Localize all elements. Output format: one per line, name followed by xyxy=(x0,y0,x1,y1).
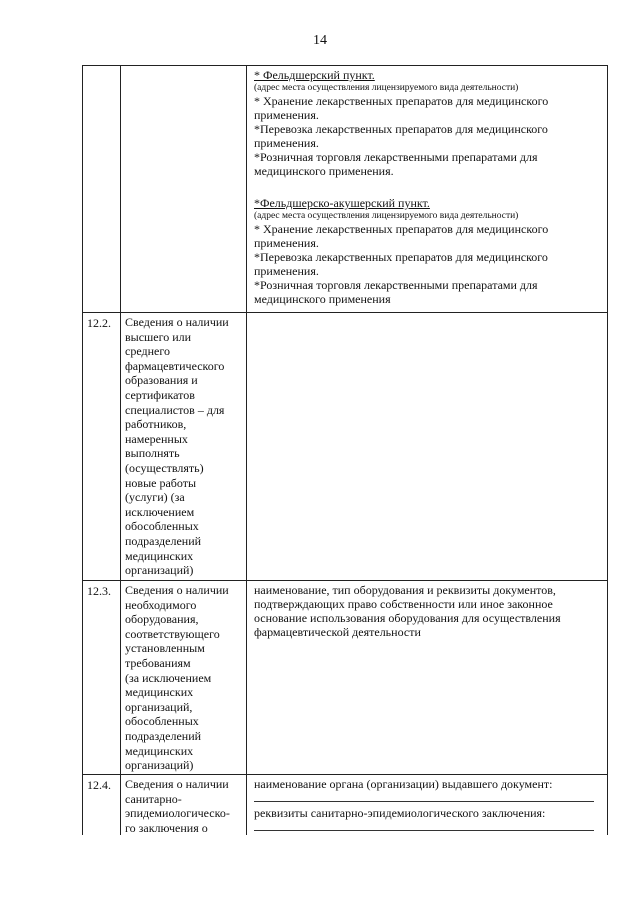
content-line: наименование, тип оборудования и реквизиты документов, xyxy=(254,583,556,597)
content-line: применения. xyxy=(254,108,319,122)
label-line: требованиям xyxy=(125,655,191,670)
row-number: 12.3. xyxy=(87,584,111,598)
label-line: медицинских xyxy=(125,685,194,700)
label-line: намеренных xyxy=(125,431,188,446)
row-number: 12.4. xyxy=(87,778,111,792)
content-line: основание использования оборудования для осуществления xyxy=(254,611,561,625)
row-number: 12.2. xyxy=(87,316,111,330)
label-line: организаций, xyxy=(125,699,193,714)
label-line: высшего или xyxy=(125,329,192,344)
content-cell xyxy=(247,775,607,835)
content-line: применения. xyxy=(254,136,319,150)
label-line: организаций) xyxy=(125,758,194,773)
content-line: подтверждающих право собственности или иное законное xyxy=(254,597,553,611)
label-line: эпидемиологическо- xyxy=(125,806,230,821)
address-note: (адрес места осуществления лицензируемого вида деятельности) xyxy=(254,83,519,93)
content-line: *Розничная торговля лекарственными препаратами для xyxy=(254,150,538,164)
license-table xyxy=(82,65,608,835)
content-line: *Розничная торговля лекарственными препаратами для xyxy=(254,278,538,292)
number-cell xyxy=(83,581,121,774)
content-line: * Хранение лекарственных препаратов для медицинского xyxy=(254,222,549,236)
content-cell xyxy=(247,581,607,774)
label-line: выполнять xyxy=(125,446,180,461)
content-line: медицинского применения. xyxy=(254,164,394,178)
label-line: среднего xyxy=(125,344,170,359)
label-line: го заключения о xyxy=(125,820,208,835)
label-line: организаций) xyxy=(125,563,194,578)
label-line: санитарно- xyxy=(125,791,182,806)
label-line: Сведения о наличии xyxy=(125,583,229,597)
label-line: специалистов – для xyxy=(125,402,225,417)
label-line: (за исключением xyxy=(125,670,212,685)
label-line: Сведения о наличии xyxy=(125,315,229,329)
label-line: фармацевтического xyxy=(125,358,225,373)
content-line: *Перевозка лекарственных препаратов для медицинского xyxy=(254,122,548,136)
content-line: медицинского применения xyxy=(254,292,391,306)
fill-in-line xyxy=(254,822,594,831)
label-line: (осуществлять) xyxy=(125,460,204,475)
number-cell xyxy=(83,313,121,580)
label-cell xyxy=(121,775,247,835)
label-line: Сведения о наличии xyxy=(125,777,229,791)
content-line: реквизиты санитарно-эпидемиологического заключения: xyxy=(254,806,546,820)
facility-title: *Фельдшерско-акушерский пункт. xyxy=(254,196,430,210)
label-line: установленным xyxy=(125,641,205,656)
label-cell xyxy=(121,66,247,312)
page-number: 14 xyxy=(313,33,327,48)
content-line: применения. xyxy=(254,264,319,278)
label-line: обособленных xyxy=(125,519,199,534)
label-line: оборудования, xyxy=(125,612,199,627)
table-row xyxy=(83,313,607,581)
label-cell xyxy=(121,581,247,774)
content-line: *Перевозка лекарственных препаратов для медицинского xyxy=(254,250,548,264)
address-note: (адрес места осуществления лицензируемого вида деятельности) xyxy=(254,211,519,221)
label-line: исключением xyxy=(125,504,195,519)
content-line: * Хранение лекарственных препаратов для медицинского xyxy=(254,94,549,108)
label-line: подразделений xyxy=(125,533,202,548)
fill-in-line xyxy=(254,793,594,802)
label-line: новые работы xyxy=(125,475,197,490)
number-cell xyxy=(83,775,121,835)
content-line: фармацевтической деятельности xyxy=(254,625,421,639)
label-line: сертификатов xyxy=(125,387,195,402)
table-row xyxy=(83,65,607,313)
table-row xyxy=(83,775,607,835)
label-line: медицинских xyxy=(125,548,194,563)
content-line: наименование органа (организации) выдавшего документ: xyxy=(254,777,553,791)
label-line: работников, xyxy=(125,417,187,432)
table-row xyxy=(83,581,607,775)
content-line: применения. xyxy=(254,236,319,250)
number-cell xyxy=(83,66,121,312)
label-line: необходимого xyxy=(125,597,197,612)
label-line: образования и xyxy=(125,373,198,388)
label-line: медицинских xyxy=(125,743,194,758)
label-cell xyxy=(121,313,247,580)
label-line: (услуги) (за xyxy=(125,490,185,505)
label-line: соответствующего xyxy=(125,626,220,641)
label-line: подразделений xyxy=(125,728,202,743)
content-cell xyxy=(247,66,607,312)
content-cell xyxy=(247,313,607,580)
facility-title: * Фельдшерский пункт. xyxy=(254,68,375,82)
label-line: обособленных xyxy=(125,714,199,729)
